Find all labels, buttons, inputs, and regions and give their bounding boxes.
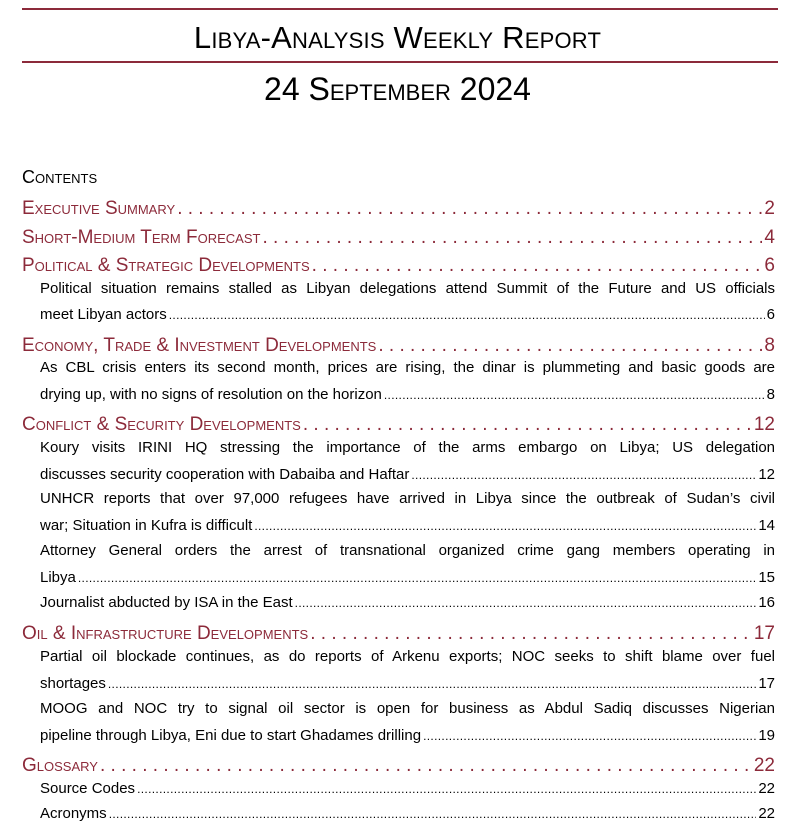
toc-subsection-link[interactable] xyxy=(40,517,775,539)
toc-section-title: Political & Strategic Developments xyxy=(22,255,310,276)
toc-subsection-title-line1[interactable]: Koury visits IRINI HQ stressing the importance of the arms embargo on Libya; US delegation xyxy=(40,439,775,456)
toc-subsection-title-line1[interactable]: Political situation remains stalled as Libyan delegations attend Summit of the Future and US officials xyxy=(40,280,775,297)
toc-page-number: 8 xyxy=(764,335,775,356)
toc-subsection-title-line1[interactable]: Attorney General orders the arrest of transnational organized crime gang members operating in xyxy=(40,542,775,559)
toc-subsection-title: war; Situation in Kufra is difficult xyxy=(40,517,253,534)
dot-leader xyxy=(137,780,756,797)
dot-leader xyxy=(411,466,756,483)
toc-subsection-title-line1[interactable]: UNHCR reports that over 97,000 refugees have arrived in Libya since the outbreak of Sudan’s civil xyxy=(40,490,775,507)
toc-subsection-link[interactable] xyxy=(40,306,775,328)
toc-section-title: Oil & Infrastructure Developments xyxy=(22,623,309,644)
report-title: Libya-Analysis Weekly Report xyxy=(193,20,602,55)
dot-leader xyxy=(423,727,756,744)
toc-page-number: 16 xyxy=(758,594,775,611)
toc-section-link[interactable] xyxy=(22,227,775,253)
dot-leader xyxy=(108,675,756,692)
toc-subsection-title: meet Libyan actors xyxy=(40,306,167,323)
toc-subsection-title: Source Codes xyxy=(40,780,136,797)
toc-subsection-link[interactable] xyxy=(40,386,775,408)
toc-subsection-link[interactable] xyxy=(40,466,775,488)
dot-leader xyxy=(310,623,752,645)
dot-leader xyxy=(169,306,765,323)
toc-page-number: 19 xyxy=(758,727,775,744)
toc-page-number: 17 xyxy=(753,623,775,644)
toc-subsection-link[interactable] xyxy=(40,805,775,827)
toc-subsection-title: discusses security cooperation with Dabaiba and Haftar xyxy=(40,466,410,483)
toc-subsection-title: drying up, with no signs of resolution on the horizon xyxy=(40,386,382,403)
dot-leader xyxy=(177,198,762,220)
toc-section-link[interactable] xyxy=(22,335,775,361)
toc-section-link[interactable] xyxy=(22,414,775,440)
toc-subsection-title-line1[interactable]: As CBL crisis enters its second month, prices are rising, the dinar is plummeting and basic goods are xyxy=(40,359,775,376)
toc-page-number: 22 xyxy=(758,780,775,797)
toc-section-link[interactable] xyxy=(22,255,775,281)
dot-leader xyxy=(109,805,757,822)
toc-subsection-title: Libya xyxy=(40,569,76,586)
toc-subsection-link[interactable] xyxy=(40,594,775,616)
toc-subsection-title-line1[interactable]: MOOG and NOC try to signal oil sector is open for business as Abdul Sadiq discusses Nigerian xyxy=(40,700,775,717)
toc-section-title: Glossary xyxy=(22,755,98,776)
toc-page-number: 2 xyxy=(764,198,775,219)
toc-page-number: 12 xyxy=(758,466,775,483)
toc-subsection-title-line1[interactable]: Partial oil blockade continues, as do reports of Arkenu exports; NOC seeks to shift blame over fuel xyxy=(40,648,775,665)
dot-leader xyxy=(312,255,763,277)
toc-page-number: 22 xyxy=(758,805,775,822)
toc-subsection-link[interactable] xyxy=(40,675,775,697)
toc-section-link[interactable] xyxy=(22,755,775,781)
toc-page-number: 6 xyxy=(766,306,775,323)
toc-page-number: 4 xyxy=(764,227,775,248)
dot-leader xyxy=(295,594,757,611)
toc-page-number: 17 xyxy=(758,675,775,692)
toc-page-number: 22 xyxy=(753,755,775,776)
dot-leader xyxy=(303,414,752,436)
toc-subsection-link[interactable] xyxy=(40,569,775,591)
dot-leader xyxy=(254,517,756,534)
toc-section-title: Economy, Trade & Investment Developments xyxy=(22,335,377,356)
toc-page-number: 15 xyxy=(758,569,775,586)
toc-section-title: Conflict & Security Developments xyxy=(22,414,301,435)
dot-leader xyxy=(384,386,765,403)
toc-section-link[interactable] xyxy=(22,198,775,224)
toc-section-title: Executive Summary xyxy=(22,198,176,219)
toc-subsection-title: pipeline through Libya, Eni due to start Ghadames drilling xyxy=(40,727,422,744)
toc-subsection-title: Acronyms xyxy=(40,805,107,822)
toc-page-number: 12 xyxy=(753,414,775,435)
toc-page-number: 6 xyxy=(764,255,775,276)
toc-subsection-link[interactable] xyxy=(40,780,775,802)
toc-subsection-link[interactable] xyxy=(40,727,775,749)
toc-section-link[interactable] xyxy=(22,623,775,649)
dot-leader xyxy=(100,755,752,777)
toc-subsection-title: Journalist abducted by ISA in the East xyxy=(40,594,293,611)
toc-page-number: 14 xyxy=(758,517,775,534)
dot-leader xyxy=(378,335,762,357)
toc-section-title: Short-Medium Term Forecast xyxy=(22,227,261,248)
toc-page-number: 8 xyxy=(766,386,775,403)
dot-leader xyxy=(262,227,762,249)
dot-leader xyxy=(78,569,756,586)
report-date: 24 September 2024 xyxy=(264,71,531,107)
toc-subsection-title: shortages xyxy=(40,675,106,692)
contents-heading: Contents xyxy=(22,167,98,187)
